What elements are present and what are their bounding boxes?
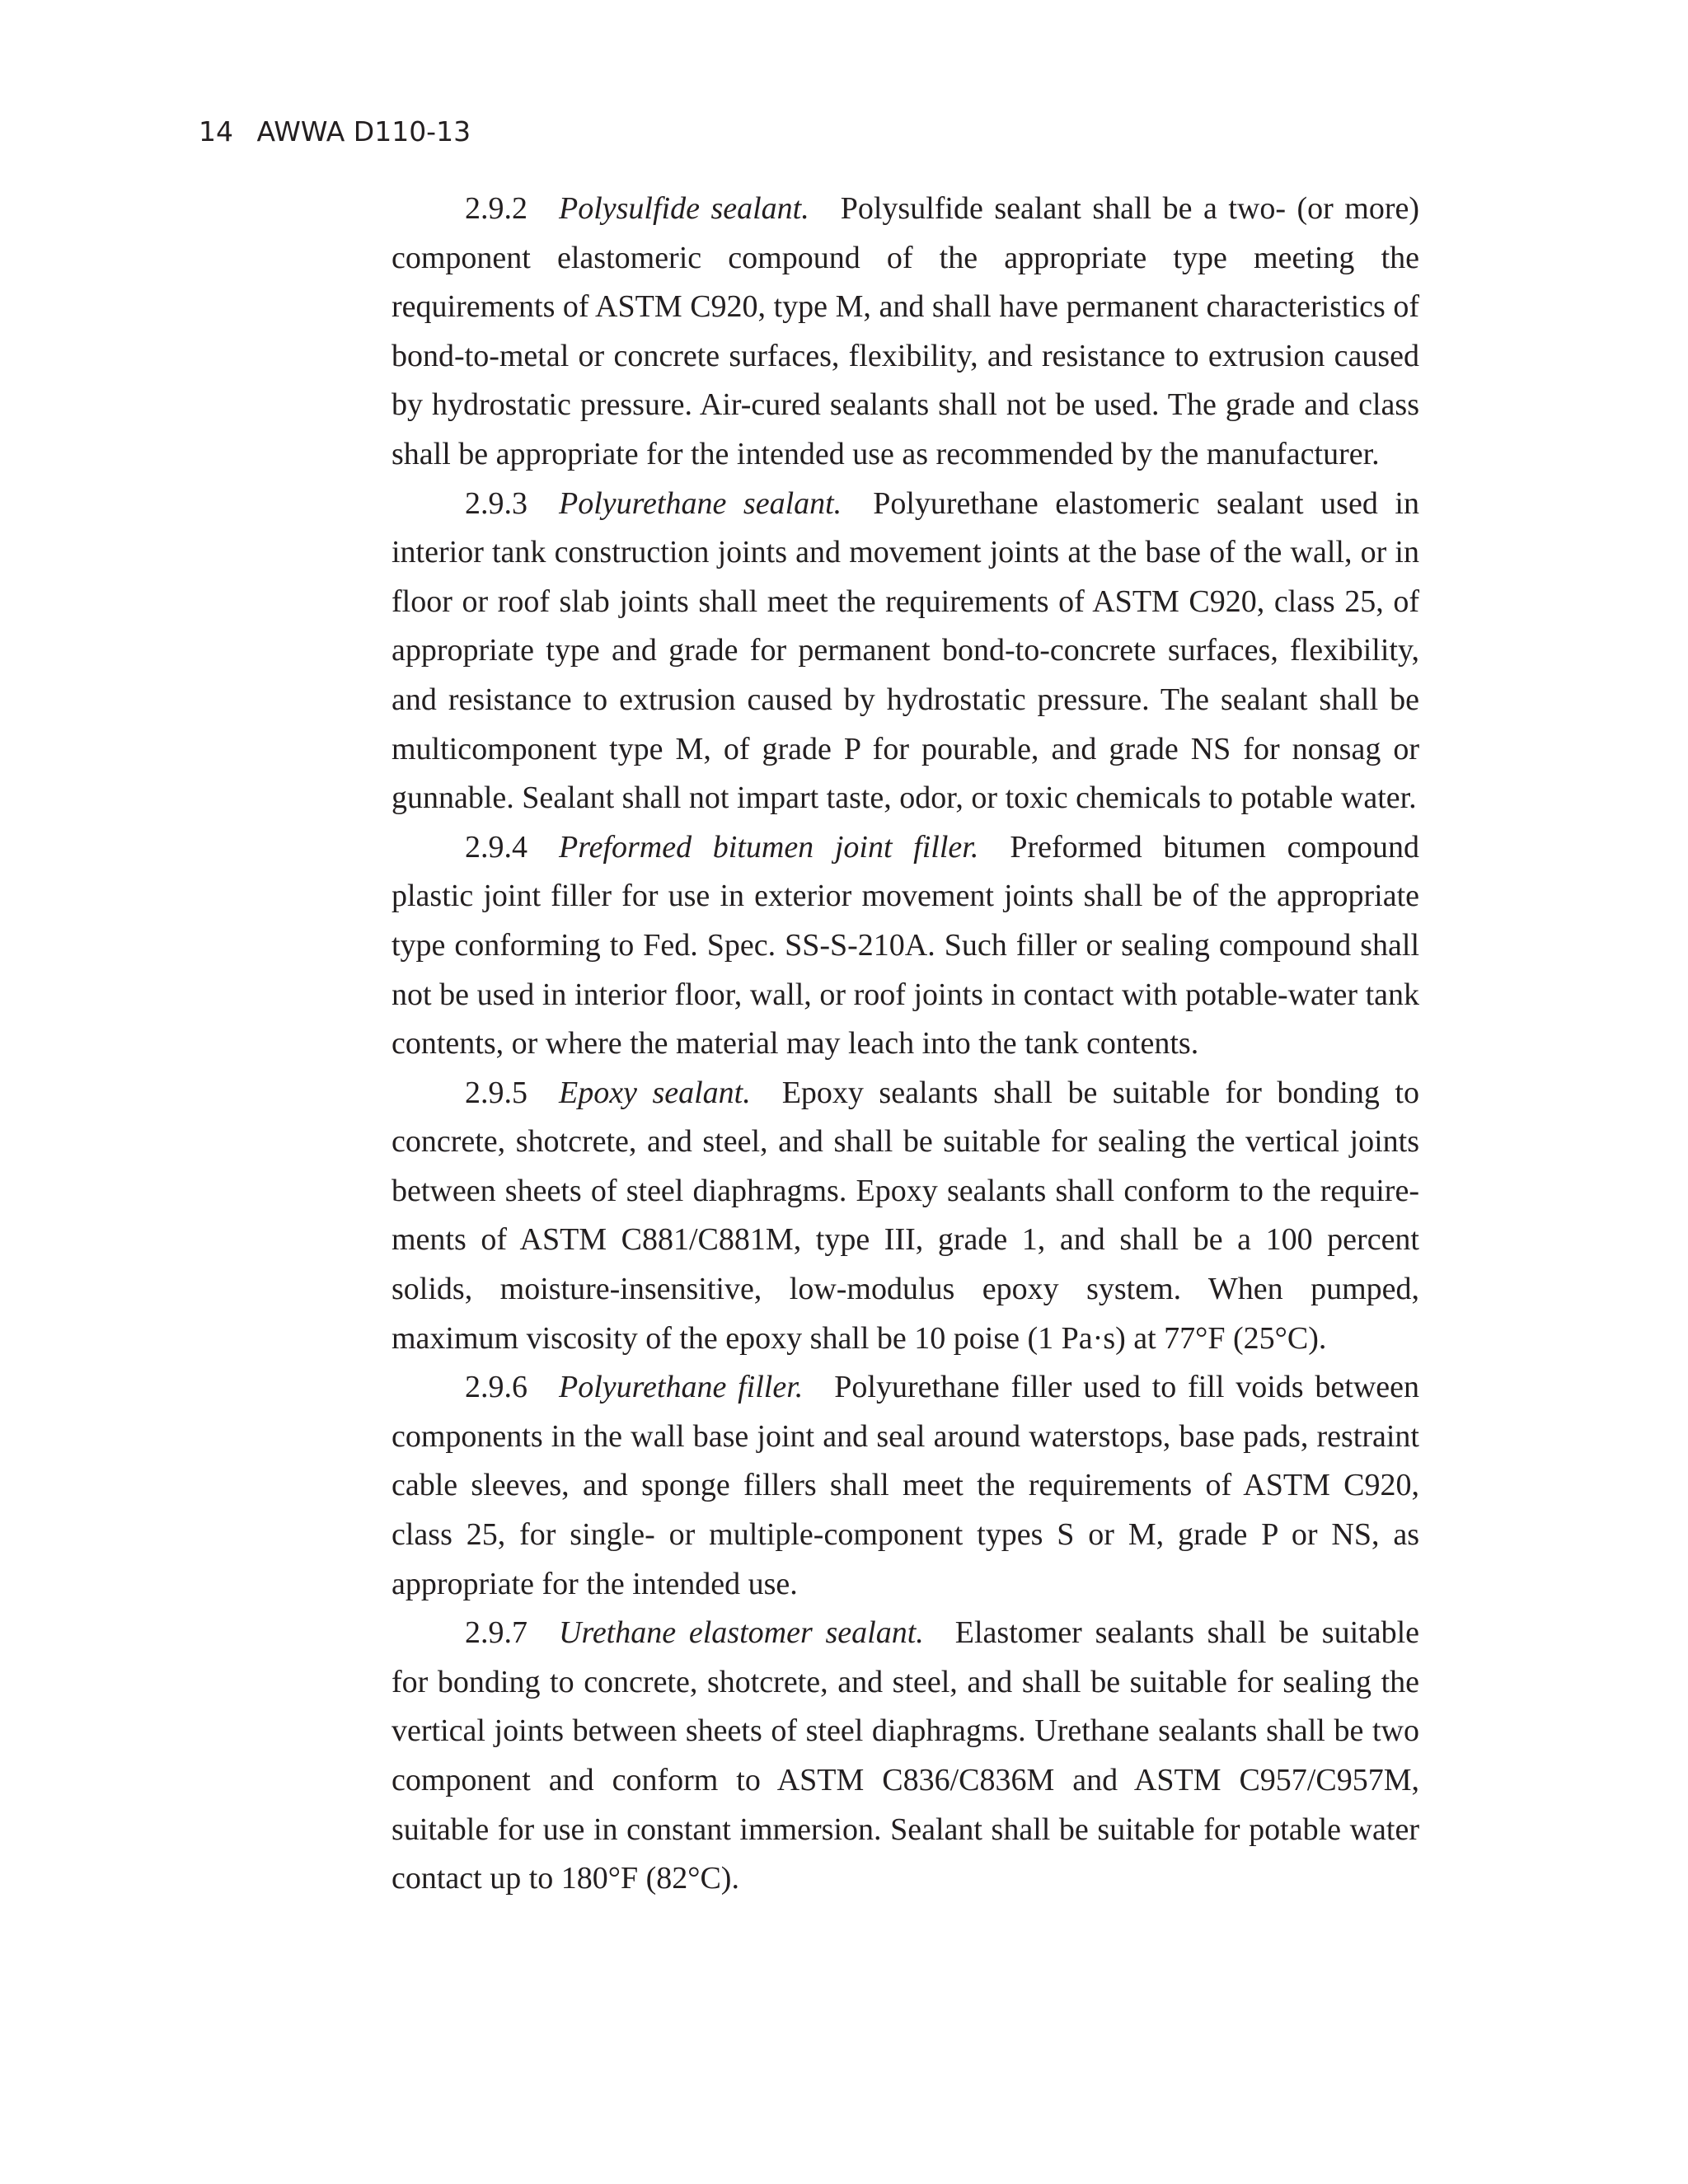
section-text: Elastomer sealants shall be suitable for bonding to concrete, shotcrete, and steel, and shall be suitable for sealing the vertical joints between sheets of steel diaphragms. Urethane sealants shall be two component and conform to ASTM C836/C836M and ASTM C957/C957M, suitable for use in constant immersion. Sealant shall be suitable for potable water contact up to 180°F (82°C). xyxy=(392,1615,1420,1896)
document-body xyxy=(392,185,1419,1904)
page-number: 14 xyxy=(199,115,233,148)
section-number: 2.9.4 xyxy=(465,829,528,865)
section-text: Preformed bitumen compound plastic joint filler for use in exterior movement joints shall be of the appropriate type conforming to Fed. Spec. SS-S-210A. Such filler or sealing compound shall not be used in interior floor, wall, or roof joints in contact with potable-water tank contents, or where the material may leach into the tank contents. xyxy=(392,829,1419,1062)
section-2-9-7 xyxy=(392,1609,1419,1904)
section-number: 2.9.7 xyxy=(465,1615,528,1651)
section-text: Polyurethane filler used to fill voids between components in the wall base joint and seal around waterstops, base pads, restraint cable sleeves, and sponge fillers shall meet the requirements of ASTM C920, class 25, for single- or multiple-component types S or M, grade P or NS, as appropriate for the intended use. xyxy=(392,1370,1419,1601)
section-number: 2.9.6 xyxy=(465,1370,528,1405)
section-text: Polysulfide sealant shall be a two- (or more) component elastomeric compound of the appropriate type meeting the requirements of ASTM C920, type M, and shall have permanent characteristics of bond-to-metal or concrete surfaces, flexibility, and resistance to extrusion caused by hydrostatic pressure. Air-cured sealants shall not be used. The grade and class shall be appropriate for the intended use as recommended by the manufacturer. xyxy=(392,191,1419,471)
section-text: Epoxy sealants shall be suitable for bonding to concrete, shotcrete, and steel, and shall be suitable for sealing the vertical joints between sheets of steel diaphragms. Epoxy sealants shall conform to the requirements of ASTM C881/C881M, type III, grade 1, and shall be a 100 percent solids, moisture-insensitive, low-modulus epoxy system. When pumped, maximum viscosity of the epoxy shall be 10 poise (1 Pa·s) at 77°F (25°C). xyxy=(392,1075,1419,1356)
section-number: 2.9.3 xyxy=(465,485,528,521)
section-2-9-6 xyxy=(392,1363,1419,1609)
section-2-9-5 xyxy=(392,1069,1419,1364)
section-2-9-2 xyxy=(392,185,1419,480)
section-2-9-3 xyxy=(392,480,1419,823)
section-title: Polysulfide sealant. xyxy=(559,191,809,226)
document-code: AWWA D110-13 xyxy=(256,115,471,148)
section-title: Polyurethane filler. xyxy=(559,1370,804,1405)
section-number: 2.9.2 xyxy=(465,191,528,226)
section-title: Preformed bitumen joint filler. xyxy=(559,829,979,865)
section-title: Epoxy sealant. xyxy=(559,1075,751,1110)
section-title: Polyurethane sealant. xyxy=(559,485,842,521)
running-header xyxy=(199,115,471,148)
section-number: 2.9.5 xyxy=(465,1075,528,1110)
section-title: Urethane elastomer sealant. xyxy=(559,1615,924,1651)
section-text: Polyurethane elastomeric sealant used in interior tank construction joints and movement joints at the base of the wall, or in floor or roof slab joints shall meet the requirements of ASTM C920, class 25, of appropriate type and grade for permanent bond-to-concrete surfaces, flexibility, and resistance to extrusion caused by hydrostatic pressure. The sealant shall be multicomponent type M, of grade P for pourable, and grade NS for nonsag or gunnable. Sealant shall not impart taste, odor, or toxic chemicals to potable water. xyxy=(392,485,1419,816)
section-2-9-4 xyxy=(392,823,1419,1069)
